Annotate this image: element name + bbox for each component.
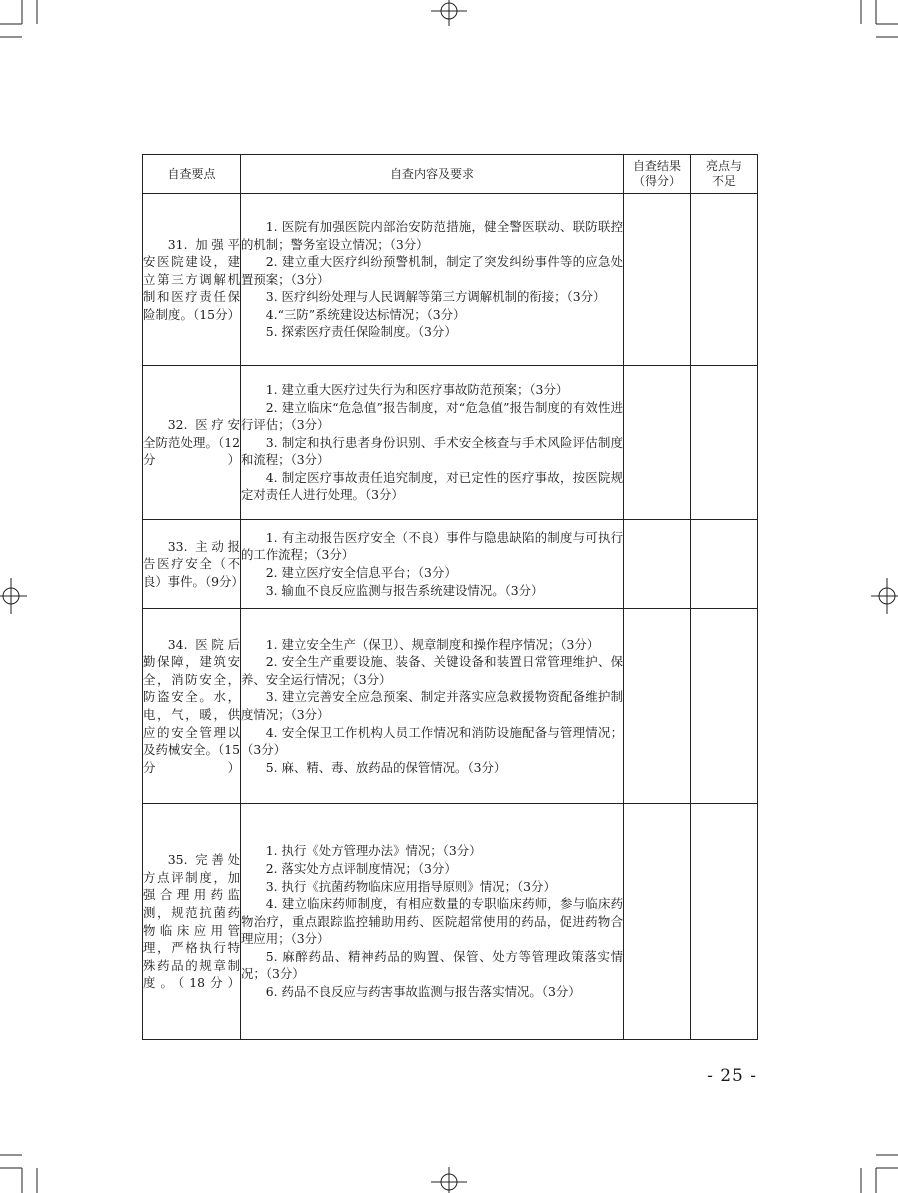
header-highlights-shortcomings (691, 155, 758, 194)
page-number: - 25 - (707, 1066, 757, 1086)
content-item: 3. 制定和执行患者身份识别、手术安全核查与手术风险评估制度和流程；（3分） (241, 434, 623, 468)
remark-cell-34[interactable] (691, 609, 758, 804)
content-item: 1. 医院有加强医院内部治安防范措施，健全警医联动、联防联控的机制；警务室设立情况；（3分） (241, 218, 623, 252)
header-row (143, 155, 758, 194)
inspection-point-31 (143, 194, 241, 366)
inspection-content-31 (241, 194, 624, 366)
content-item: 4. 制定医疗事故责任追究制度，对已定性的医疗事故，按医院规定对责任人进行处理。（3分） (241, 469, 623, 503)
header-result-line2: （得分） (632, 174, 681, 188)
content-item: 3. 建立完善安全应急预案、制定并落实应急救援物资配备维护制度情况；（3分） (241, 689, 623, 722)
inspection-point-35 (143, 804, 241, 1040)
content-item: 5. 麻、精、毒、放药品的保管情况。（3分） (265, 759, 507, 775)
table-row-31 (143, 194, 758, 366)
result-cell-34[interactable] (624, 609, 691, 804)
inspection-content-32 (241, 366, 624, 520)
inspection-point-31-text: 31. 加强平安医院建设，建立第三方调解机制和医疗责任保险制度。（15分） (143, 236, 240, 322)
inspection-point-32-text: 32. 医疗安全防范处理。（12分） (143, 417, 240, 468)
content-item: 4.“三防”系统建设达标情况；（3分） (265, 306, 466, 322)
content-item: 3. 执行《抗菌药物临床应用指导原则》情况；（3分） (265, 878, 556, 894)
inspection-content-34 (241, 609, 624, 804)
result-cell-32[interactable] (624, 366, 691, 520)
result-cell-33[interactable] (624, 520, 691, 609)
content-item: 3. 医疗纠纷处理与人民调解等第三方调解机制的衔接；（3分） (265, 289, 606, 305)
inspection-content-33 (241, 520, 624, 609)
inspection-point-35-text: 35. 完善处方点评制度，加强合理用药监测，规范抗菌药物临床应用管理，严格执行特殊药品的规章制度。（18分） (143, 852, 240, 991)
content-item: 1. 执行《处方管理办法》情况；（3分） (265, 843, 482, 859)
content-item: 6. 药品不良反应与药害事故监测与报告落实情况。（3分） (265, 984, 581, 1000)
inspection-point-34-text: 34. 医院后勤保障，建筑安全，消防安全，防盗安全。水，电，气，暖，供应的安全管理以及药械安全。（15分） (143, 636, 240, 775)
table-row-35 (143, 804, 758, 1040)
header-inspection-point: 自查要点 (143, 155, 241, 194)
inspection-point-33 (143, 520, 244, 609)
content-item: 1. 建立安全生产（保卫）、规章制度和操作程序情况；（3分） (265, 636, 600, 652)
content-item: 3. 输血不良反应监测与报告系统建设情况。（3分） (265, 582, 544, 598)
remark-cell-35[interactable] (691, 804, 758, 1040)
remark-cell-32[interactable] (691, 366, 758, 520)
inspection-point-32 (143, 366, 241, 520)
content-item: 2. 建立临床“危急值”报告制度，对“危急值”报告制度的有效性进行评估；（3分） (241, 399, 623, 433)
header-remark-line1: 亮点与 (705, 159, 742, 173)
remark-cell-31[interactable] (691, 194, 758, 366)
result-cell-31[interactable] (624, 194, 691, 366)
inspection-content-35 (241, 804, 624, 1040)
header-inspection-result (624, 155, 691, 194)
content-item: 2. 安全生产重要设施、装备、关键设备和装置日常管理维护、保养、安全运行情况；（3分） (241, 654, 623, 687)
header-remark-line2: 不足 (711, 174, 736, 188)
table-row-34 (143, 609, 758, 804)
content-item: 1. 建立重大医疗过失行为和医疗事故防范预案；（3分） (265, 381, 569, 397)
content-item: 2. 建立医疗安全信息平台；（3分） (265, 565, 457, 580)
table-row-33 (143, 520, 758, 609)
content-item: 1. 有主动报告医疗安全（不良）事件与隐患缺陷的制度与可执行的工作流程；（3分） (241, 529, 623, 563)
remark-cell-33[interactable] (691, 520, 758, 609)
table-row-32 (143, 366, 758, 520)
content-item: 2. 建立重大医疗纠纷预警机制，制定了突发纠纷事件等的应急处置预案；（3分） (241, 254, 623, 287)
header-result-line1: 自查结果 (632, 159, 681, 173)
result-cell-35[interactable] (624, 804, 691, 1040)
content-item: 4. 安全保卫工作机构人员工作情况和消防设施配备与管理情况；（3分） (241, 724, 623, 758)
content-item: 5. 探索医疗责任保险制度。（3分） (265, 324, 457, 340)
content-item: 2. 落实处方点评制度情况；（3分） (265, 860, 457, 876)
inspection-point-34 (143, 609, 241, 804)
self-inspection-table (142, 154, 758, 1040)
inspection-point-33-text: 33. 主动报告医疗安全（不良）事件。（9分） (143, 538, 244, 589)
content-item: 4. 建立临床药师制度，有相应数量的专职临床药师，参与临床药物治疗，重点跟踪监控辅助用药、医院超常使用的药品，促进药物合理应用；（3分） (241, 896, 623, 947)
content-item: 5. 麻醉药品、精神药品的购置、保管、处方等管理政策落实情况；（3分） (241, 948, 623, 982)
header-inspection-content: 自查内容及要求 (241, 155, 624, 194)
